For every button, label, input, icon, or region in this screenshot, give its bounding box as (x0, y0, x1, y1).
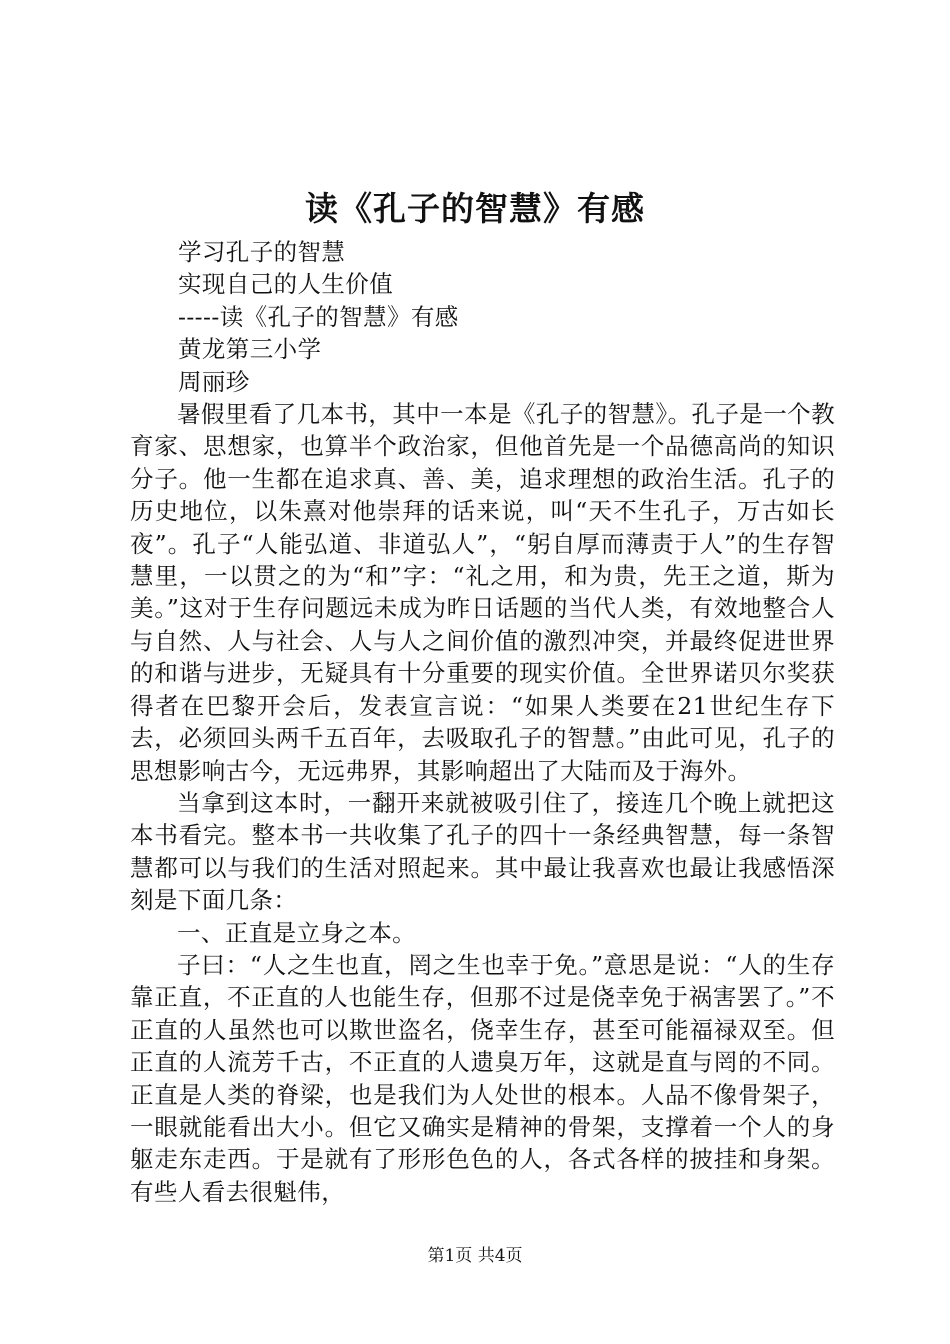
subtitle-line-3: -----读《孔子的智慧》有感 (178, 302, 459, 331)
paragraph-1: 暑假里看了几本书，其中一本是《孔子的智慧》。孔子是一个教育家、思想家，也算半个政治家，但他首先是一个品德高尚的知识分子。他一生都在追求真、善、美，追求理想的政治生活。孔子的历史地位，以朱熹对他崇拜的话来说，叫“天不生孔子，万古如长夜”。孔子“人能弘道、非道弘人”，“躬自厚而薄责于人”的生存智慧里，一以贯之的为“和”字：“礼之用，和为贵，先王之道，斯为美。”这对于生存问题远未成为昨日话题的当代人类，有效地整合人与自然、人与社会、人与人之间价值的激烈冲突，并最终促进世界的和谐与进步，无疑具有十分重要的现实价值。全世界诺贝尔奖获得者在巴黎开会后，发表宣言说：“如果人类要在21世纪生存下去，必须回头两千五百年，去吸取孔子的智慧。”由此可见，孔子的思想影响古今，无远弗界，其影响超出了大陆而及于海外。 (130, 400, 835, 785)
document-body (130, 236, 835, 1208)
page-footer: 第1页 共4页 (427, 1246, 523, 1266)
paragraph-2: 当拿到这本时，一翻开来就被吸引住了，接连几个晚上就把这本书看完。整本书一共收集了孔子的四十一条经典智慧，每一条智慧都可以与我们的生活对照起来。其中最让我喜欢也最让我感悟深刻是下面几条： (130, 788, 835, 915)
paragraph-3: 子曰：“人之生也直，罔之生也幸于免。”意思是说：“人的生存靠正直，不正直的人也能生存，但那不过是侥幸免于祸害罢了。”不正直的人虽然也可以欺世盗名，侥幸生存，甚至可能福禄双至。但正直的人流芳千古，不正直的人遗臭万年，这就是直与罔的不同。正直是人类的脊梁，也是我们为人处世的根本。人品不像骨架子，一眼就能看出大小。但它又确实是精神的骨架，支撑着一个人的身躯走东走西。于是就有了形形色色的人，各式各样的披挂和身架。有些人看去很魁伟， (130, 950, 835, 1206)
section-heading-1: 一、正直是立身之本。 (177, 918, 416, 947)
subtitle-line-1: 学习孔子的智慧 (178, 238, 346, 266)
school-name: 黄龙第三小学 (178, 335, 322, 364)
document-title: 读《孔子的智慧》有感 (305, 189, 645, 228)
author-name: 周丽珍 (178, 367, 250, 396)
subtitle-line-2: 实现自己的人生价值 (178, 270, 394, 299)
